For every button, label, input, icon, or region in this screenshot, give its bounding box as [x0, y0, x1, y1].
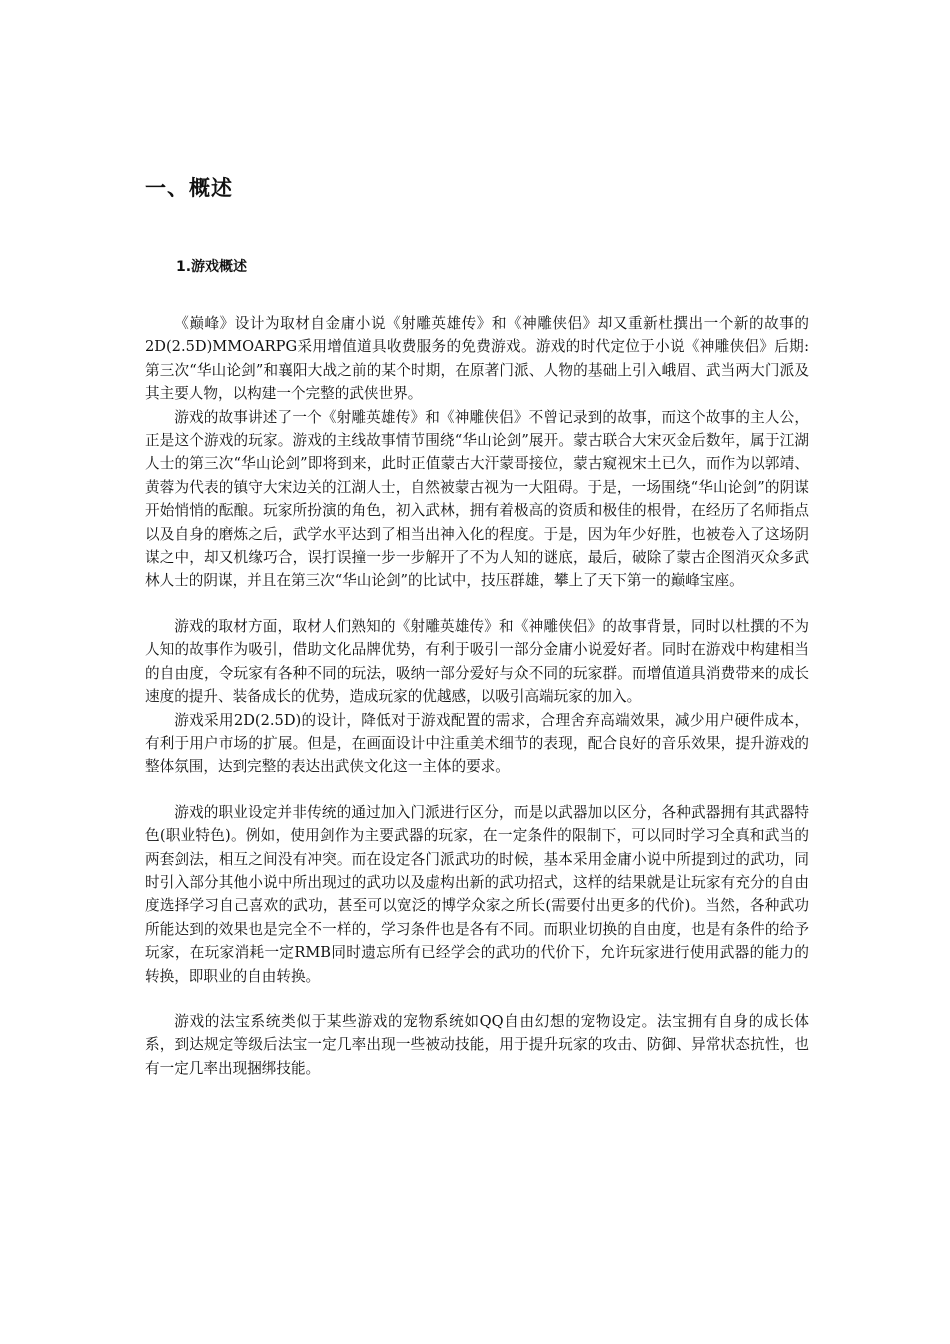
paragraph-treasure-system: 游戏的法宝系统类似于某些游戏的宠物系统如QQ自由幻想的宠物设定。法宝拥有自身的成长体系，到达规定等级后法宝一定几率出现一些被动技能，用于提升玩家的攻击、防御、异常状态抗性，也有一定几率出现捆绑技能。 — [145, 1012, 809, 1077]
subsection-heading: 1.游戏概述 — [176, 259, 248, 275]
paragraph-2d-design: 游戏采用2D(2.5D)的设计，降低对于游戏配置的需求，合理舍弃高端效果，减少用户硬件成本，有利于用户市场的扩展。但是，在画面设计中注重美术细节的表现，配合良好的音乐效果，提升游戏的整体氛围，达到完整的表达出武侠文化这一主体的要求。 — [145, 711, 809, 776]
paragraph-story: 游戏的故事讲述了一个《射雕英雄传》和《神雕侠侣》不曾记录到的故事，而这个故事的主人公，正是这个游戏的玩家。游戏的主线故事情节围绕“华山论剑”展开。蒙古联合大宋灭金后数年，属于江湖人士的第三次“华山论剑”即将到来，此时正值蒙古大汗蒙哥接位，蒙古窥视宋土已久，而作为以郭靖、黄蓉为代表的镇守大宋边关的江湖人士，自然被蒙古视为一大阻碍。于是，一场围绕“华山论剑”的阴谋开始悄悄的酝酿。玩家所扮演的角色，初入武林，拥有着极高的资质和极佳的根骨，在经历了名师指点以及自身的磨炼之后，武学水平达到了相当出神入化的程度。于是，因为年少好胜，也被卷入了这场阴谋之中，却又机缘巧合，误打误撞一步一步解开了不为人知的谜底，最后，破除了蒙古企图消灭众多武林人士的阴谋，并且在第三次“华山论剑”的比试中，技压群雄，攀上了天下第一的巅峰宝座。 — [145, 408, 809, 590]
section-heading: 一、概述 — [145, 176, 233, 200]
paragraph-intro: 《巅峰》设计为取材自金庸小说《射雕英雄传》和《神雕侠侣》却又重新杜撰出一个新的故事的2D(2.5D)MMOARPG采用增值道具收费服务的免费游戏。游戏的时代定位于小说《神雕侠侣》后期:第三次“华山论剑”和襄阳大战之前的某个时期，在原著门派、人物的基础上引入峨眉、武当两大门派及其主要人物，以构建一个完整的武侠世界。 — [145, 315, 809, 403]
paragraph-profession: 游戏的职业设定并非传统的通过加入门派进行区分，而是以武器加以区分，各种武器拥有其武器特色(职业特色)。例如，使用剑作为主要武器的玩家，在一定条件的限制下，可以同时学习全真和武当的两套剑法，相互之间没有冲突。而在设定各门派武功的时候，基本采用金庸小说中所提到过的武功，同时引入部分其他小说中所出现过的武功以及虚构出新的武功招式，这样的结果就是让玩家有充分的自由度选择学习自己喜欢的武功，甚至可以宽泛的博学众家之所长(需要付出更多的代价)。当然，各种武功所能达到的效果也是完全不一样的，学习条件也是各有不同。而职业切换的自由度，也是有条件的给予玩家，在玩家消耗一定RMB同时遗忘所有已经学会的武功的代价下，允许玩家进行使用武器的能力的转换，即职业的自由转换。 — [145, 803, 809, 985]
body-text — [145, 312, 809, 1080]
paragraph-source-material: 游戏的取材方面，取材人们熟知的《射雕英雄传》和《神雕侠侣》的故事背景，同时以杜撰的不为人知的故事作为吸引，借助文化品牌优势，有利于吸引一部分金庸小说爱好者。同时在游戏中构建相当的自由度，令玩家有各种不同的玩法，吸纳一部分爱好与众不同的玩家群。而增值道具消费带来的成长速度的提升、装备成长的优势，造成玩家的优越感，以吸引高端玩家的加入。 — [145, 617, 809, 706]
